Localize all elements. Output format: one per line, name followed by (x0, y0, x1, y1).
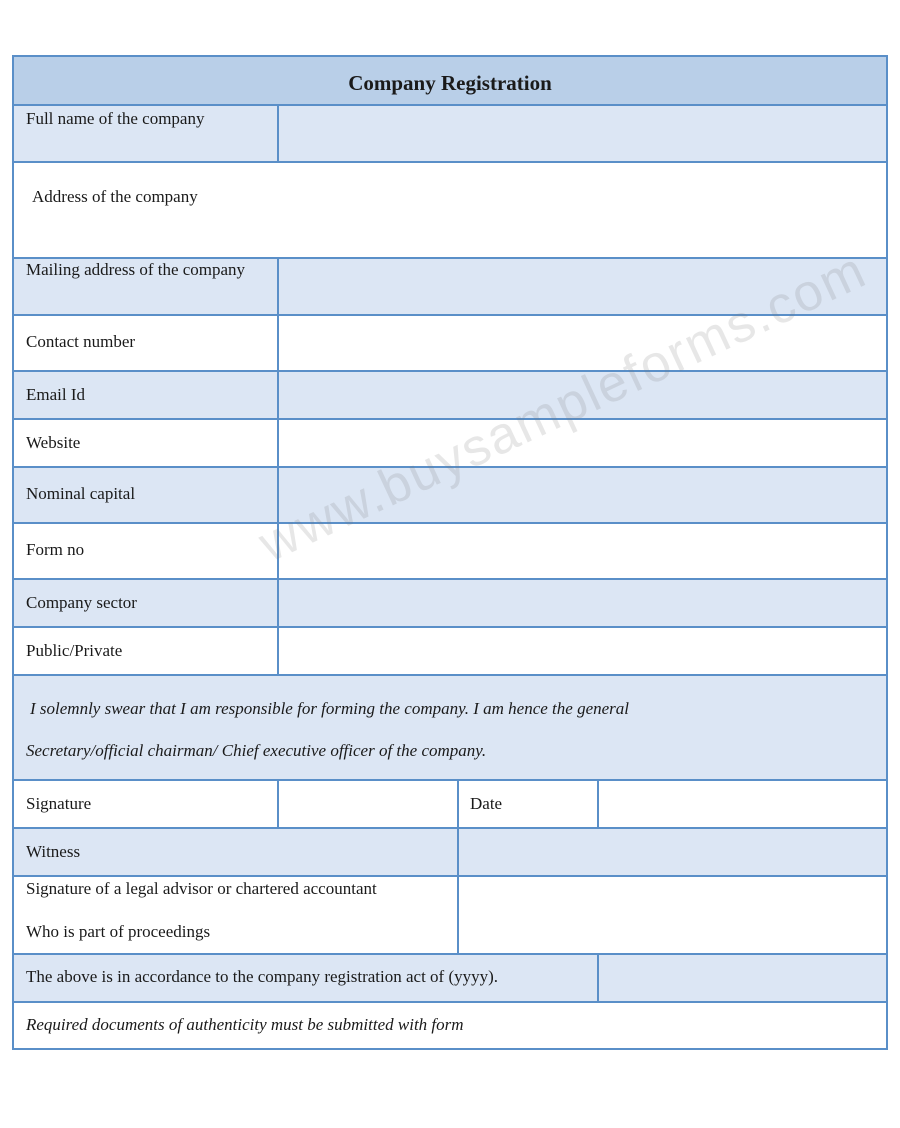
email-label: Email Id (26, 385, 86, 404)
company-sector-field[interactable] (280, 580, 886, 626)
email-field[interactable] (280, 372, 886, 418)
row-full-name (14, 106, 886, 161)
form-no-field[interactable] (280, 524, 886, 578)
mailing-address-field[interactable] (280, 259, 886, 314)
declaration-line-1: I solemnly swear that I am responsible for forming the company. I am hence the general (30, 699, 629, 718)
row-mailing-address (14, 259, 886, 314)
signature-field[interactable] (280, 781, 457, 827)
registration-form (12, 55, 888, 1050)
full-name-field[interactable] (280, 106, 886, 161)
witness-label: Witness (26, 842, 81, 861)
row-contact-number (14, 316, 886, 370)
date-label: Date (470, 794, 503, 813)
legal-advisor-signature-field[interactable] (460, 877, 886, 953)
row-signature-date (14, 781, 886, 827)
contact-number-label: Contact number (26, 332, 136, 351)
declaration-block (14, 676, 886, 779)
date-field[interactable] (600, 781, 886, 827)
mailing-address-label: Mailing address of the company (26, 260, 246, 279)
row-nominal-capital (14, 468, 886, 522)
nominal-capital-field[interactable] (280, 468, 886, 522)
row-witness (14, 829, 886, 875)
form-title: Company Registration (348, 71, 552, 95)
row-legal-advisor (14, 877, 886, 953)
row-website (14, 420, 886, 466)
contact-number-field[interactable] (280, 316, 886, 370)
website-field[interactable] (280, 420, 886, 466)
full-name-label: Full name of the company (26, 109, 205, 128)
act-year-field[interactable] (600, 955, 886, 1001)
form-no-label: Form no (26, 540, 85, 559)
address-field[interactable] (14, 209, 886, 257)
company-sector-label: Company sector (26, 593, 137, 612)
form-header (14, 57, 886, 104)
row-address (14, 163, 886, 257)
signature-label: Signature (26, 794, 92, 813)
legal-advisor-line-2: Who is part of proceedings (26, 922, 211, 941)
row-public-private (14, 628, 886, 674)
witness-field[interactable] (460, 829, 886, 875)
required-docs-note: Required documents of authenticity must be submitted with form (26, 1015, 464, 1034)
accordance-label: The above is in accordance to the company registration act of (yyyy). (26, 967, 499, 986)
website-label: Website (26, 433, 81, 452)
nominal-capital-label: Nominal capital (26, 484, 136, 503)
row-company-sector (14, 580, 886, 626)
public-private-label: Public/Private (26, 641, 123, 660)
public-private-field[interactable] (280, 628, 886, 674)
declaration-line-2: Secretary/official chairman/ Chief executive officer of the company. (26, 741, 487, 760)
legal-advisor-line-1: Signature of a legal advisor or chartered accountant (26, 879, 377, 898)
row-accordance (14, 955, 886, 1001)
address-label: Address of the company (32, 187, 198, 206)
row-email (14, 372, 886, 418)
row-required-docs (14, 1003, 886, 1048)
row-form-no (14, 524, 886, 578)
